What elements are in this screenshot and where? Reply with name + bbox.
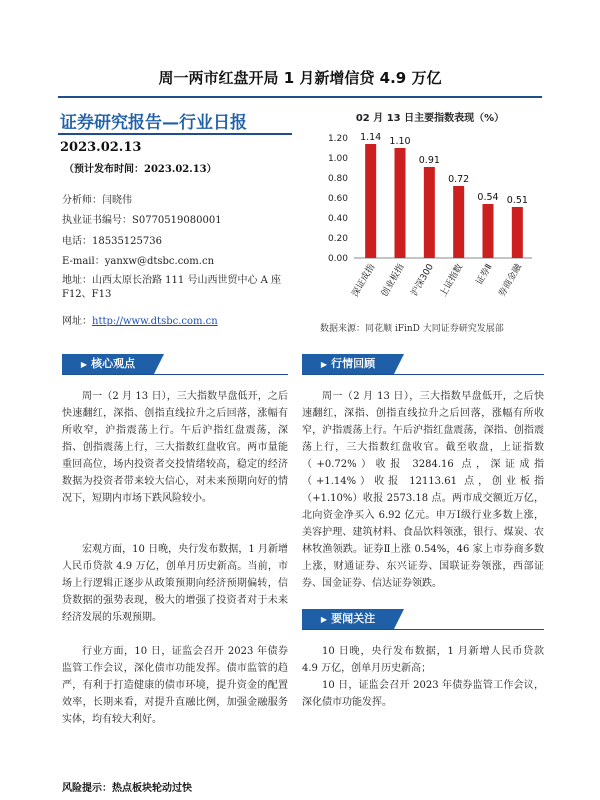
bar-value-label: 0.72 <box>448 174 470 185</box>
report-date: 2023.02.13 <box>60 140 142 155</box>
x-category-label: 创业板指 <box>379 262 407 299</box>
y-tick-label: 0.40 <box>327 214 348 224</box>
core-paragraph-3: 行业方面，10 日，证监会召开 2023 年债券监管工作会议，深化债市功能发挥。债市监管的趋严，有利于打造健康的债市环境，提升资金的配置效率，长期来看，对提升直融比例，加强金融服务实体，均有较大利好。 <box>62 646 288 725</box>
bar-2 <box>395 148 406 258</box>
analyst-cert: 执业证书编号：S0770519080001 <box>62 215 222 226</box>
bar-3 <box>424 167 435 258</box>
news-paragraph-1: 10 日晚，央行发布数据，1 月新增人民币贷款 4.9 万亿，创单月历史新高； <box>302 646 544 674</box>
index-performance-chart <box>310 124 540 320</box>
section-core-header <box>62 354 288 375</box>
section-market-title: 行情回顾 <box>331 357 376 370</box>
page-title: 周一两市红盘开局 1 月新增信贷 4.9 万亿 <box>158 69 442 87</box>
bar-5 <box>483 204 494 258</box>
report-type-rule <box>58 133 292 135</box>
section-news-header <box>302 609 544 630</box>
bar-value-label: 0.51 <box>506 195 528 206</box>
section-core-title: 核心观点 <box>91 357 136 370</box>
bar-value-label: 0.54 <box>477 192 499 203</box>
section-market-tab <box>302 354 394 374</box>
y-tick-label: 0.00 <box>327 254 348 264</box>
website-label: 网址： <box>62 316 92 327</box>
x-category-label: 券商金融 <box>497 262 524 299</box>
bar-value-label: 0.91 <box>418 155 440 166</box>
bar-value-label: 1.10 <box>389 136 411 147</box>
core-paragraph-2: 宏观方面，10 日晚，央行发布数据，1 月新增人民币贷款 4.9 万亿，创单月历史新高。当前，市场上行逻辑正逐步从政策预期向经济预期偏转，信贷数据的强势表现，极大的增强了投资者对于未来经济发展的乐观预期。 <box>62 544 288 623</box>
analyst-phone: 电话：18535125736 <box>62 236 162 247</box>
chart-source: 数据来源：同花顺 iFinD 大同证券研究发展部 <box>320 324 504 334</box>
y-tick-label: 0.80 <box>327 174 348 184</box>
section-core-tab <box>62 354 154 374</box>
analyst-address: 地址：山西太原长治路 111 号山西世贸中心 A 座 F12、F13 <box>62 275 282 300</box>
bar-value-label: 1.14 <box>360 132 382 143</box>
news-paragraph-2: 10 日，证监会召开 2023 年债券监管工作会议，深化债市功能发挥。 <box>302 680 544 708</box>
core-paragraph-1: 周一（2 月 13 日），三大指数早盘低开，之后快速翻红，深指、创指直线拉升之后回落，涨幅有所收窄，沪指震荡上行。午后沪指红盘震荡，深指、创指震荡上行，三大指数红盘收官。两市量能重回高位，场内投资者交投情绪较高，稳定的经济数据为投资者带来较大信心，对未来预期向好的情况下，短期内市场下跌风险较小。 <box>62 391 288 504</box>
bar-4 <box>453 186 464 258</box>
y-tick-label: 1.20 <box>327 134 348 144</box>
market-paragraph: 周一（2 月 13 日），三大指数早盘低开，之后快速翻红，深指、创指直线拉升之后回落，涨幅有所收窄，沪指震荡上行。午后沪指红盘震荡，深指、创指震荡上行，三大指数红盘收官。截至收盘，上证指数（+0.72%）收报 3284.16 点，深证成指（+1.14%）收报 12113.61 点，创业板指（+1.10%）收报 2573.18 点。两市成交额近万亿，北向资金净买入 6.92 亿元。申万Ⅰ级行业多数上涨，美容护理、建筑材料、食品饮料领涨，银行、煤炭、农林牧渔领跌。证券Ⅱ上涨 0.54%，46 家上市券商多数上涨，财通证券、东兴证券、国联证券领涨，西部证券、国金证券、信达证券领跌。 <box>302 391 544 589</box>
x-category-label: 证券Ⅱ <box>474 262 495 287</box>
report-type: 证券研究报告—行业日报 <box>60 113 247 133</box>
bar-1 <box>365 144 376 258</box>
x-category-label: 深证成指 <box>350 262 378 299</box>
triangle-right-icon: ▶ <box>80 360 88 369</box>
bar-6 <box>512 207 523 258</box>
section-news-title: 要闻关注 <box>331 612 376 625</box>
analyst-email: E-mail：yanxw@dtsbc.com.cn <box>62 256 215 267</box>
website-link[interactable]: http://www.dtsbc.com.cn <box>92 316 218 327</box>
y-tick-label: 0.20 <box>327 234 348 244</box>
publish-time: （预计发布时间：2023.02.13） <box>64 164 217 175</box>
y-tick-label: 0.60 <box>327 194 348 204</box>
triangle-right-icon: ▶ <box>320 615 328 624</box>
chart-title: 02 月 13 日主要指数表现（%） <box>355 113 505 124</box>
y-tick-label: 1.00 <box>327 154 348 164</box>
website-line <box>62 315 218 329</box>
header-rule <box>58 96 542 98</box>
analyst-name: 分析师：闫晓伟 <box>62 195 132 206</box>
section-market-header <box>302 354 544 375</box>
x-category-label: 上证指数 <box>438 262 466 299</box>
risk-warning: 风险提示：热点板块轮动过快 <box>62 783 192 794</box>
x-category-label: 沪深300 <box>409 262 436 298</box>
section-news-tab <box>302 609 394 629</box>
triangle-right-icon: ▶ <box>320 360 328 369</box>
